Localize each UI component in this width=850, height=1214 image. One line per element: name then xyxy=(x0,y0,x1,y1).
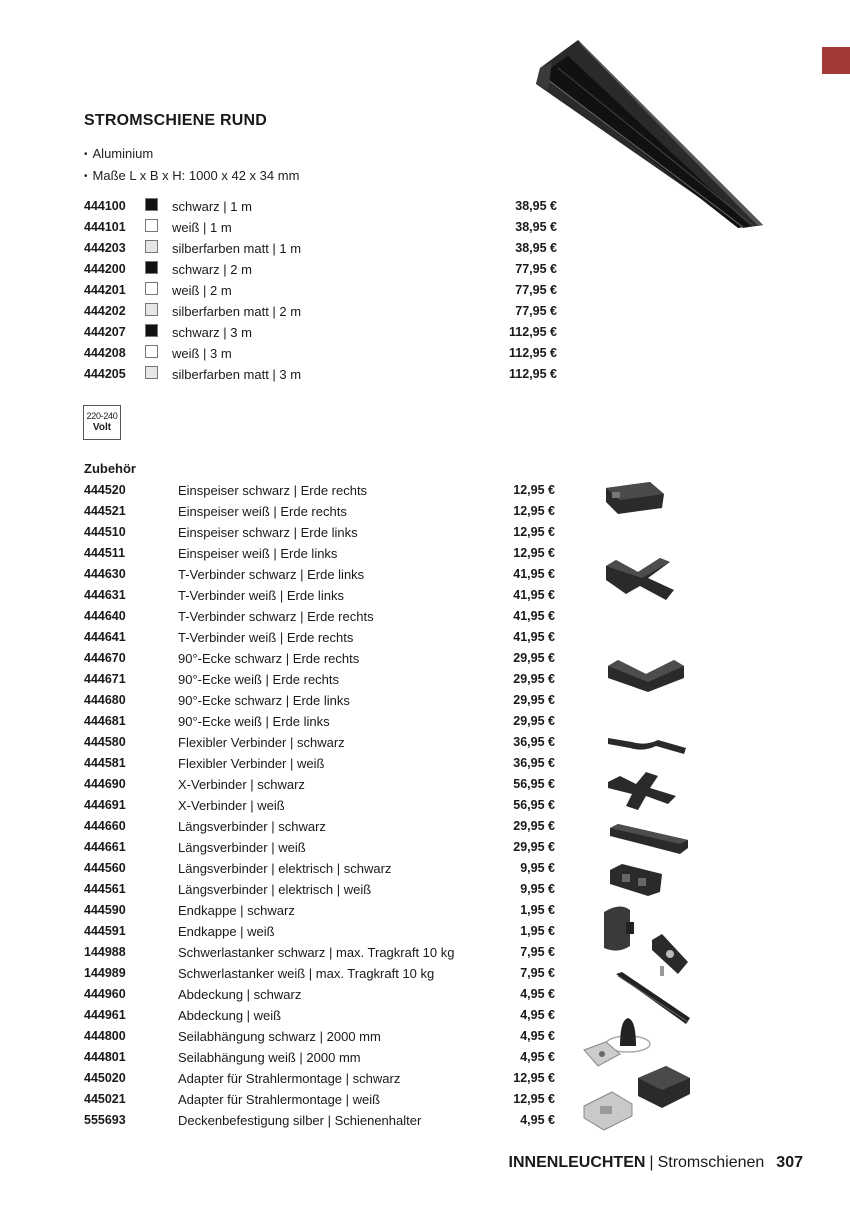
article-description: X-Verbinder | weiß xyxy=(178,798,285,813)
table-row xyxy=(84,543,559,564)
table-row xyxy=(84,238,559,259)
article-number: 445021 xyxy=(84,1092,126,1106)
article-description: Längsverbinder | weiß xyxy=(178,840,306,855)
corner-connector-image xyxy=(606,656,688,696)
article-number: 444800 xyxy=(84,1029,126,1043)
article-price: 4,95 € xyxy=(520,1050,555,1064)
article-description: silberfarben matt | 3 m xyxy=(172,367,302,382)
article-price: 29,95 € xyxy=(513,672,555,686)
article-price: 77,95 € xyxy=(515,283,557,297)
article-number: 444100 xyxy=(84,199,126,213)
article-number: 444671 xyxy=(84,672,126,686)
article-number: 444801 xyxy=(84,1050,126,1064)
article-description: Einspeiser schwarz | Erde rechts xyxy=(178,483,368,498)
article-description: Einspeiser schwarz | Erde links xyxy=(178,525,358,540)
ceiling-mount-image xyxy=(582,1090,634,1132)
table-row xyxy=(84,301,559,322)
rail-table xyxy=(84,196,559,385)
table-row xyxy=(84,879,559,900)
article-number: 444631 xyxy=(84,588,126,602)
article-description: weiß | 1 m xyxy=(172,220,232,235)
article-description: T-Verbinder weiß | Erde rechts xyxy=(178,630,354,645)
spec-list xyxy=(84,144,299,188)
article-description: Schwerlastanker schwarz | max. Tragkraft 10 kg xyxy=(178,945,455,960)
article-number: 444520 xyxy=(84,483,126,497)
section-title: STROMSCHIENE RUND xyxy=(84,112,267,129)
article-price: 41,95 € xyxy=(513,588,555,602)
spec-item: • Aluminium xyxy=(84,144,299,166)
article-description: schwarz | 3 m xyxy=(172,325,252,340)
table-row xyxy=(84,564,559,585)
footer-subsection: Stromschienen xyxy=(657,1154,765,1171)
flexible-connector-image xyxy=(606,732,688,758)
article-number: 444960 xyxy=(84,987,126,1001)
electrical-connector-image xyxy=(608,862,664,898)
table-row xyxy=(84,343,559,364)
article-price: 38,95 € xyxy=(515,220,557,234)
article-number: 555693 xyxy=(84,1113,126,1127)
article-description: weiß | 2 m xyxy=(172,283,232,298)
article-number: 444201 xyxy=(84,283,126,297)
article-number: 444521 xyxy=(84,504,126,518)
article-number: 444581 xyxy=(84,756,126,770)
table-row xyxy=(84,648,559,669)
article-price: 12,95 € xyxy=(513,1092,555,1106)
voltage-badge xyxy=(83,405,121,440)
accessories-table xyxy=(84,480,559,1131)
table-row xyxy=(84,280,559,301)
table-row xyxy=(84,963,559,984)
article-price: 4,95 € xyxy=(520,1113,555,1127)
article-description: 90°-Ecke weiß | Erde rechts xyxy=(178,672,340,687)
feeder-image xyxy=(602,478,668,518)
article-description: X-Verbinder | schwarz xyxy=(178,777,305,792)
table-row xyxy=(84,753,559,774)
article-price: 56,95 € xyxy=(513,798,555,812)
article-price: 36,95 € xyxy=(513,735,555,749)
article-description: 90°-Ecke schwarz | Erde links xyxy=(178,693,350,708)
article-description: Endkappe | weiß xyxy=(178,924,275,939)
color-swatch-black xyxy=(145,324,158,337)
page-number: 307 xyxy=(776,1154,803,1171)
article-number: 444101 xyxy=(84,220,126,234)
table-row xyxy=(84,1068,559,1089)
article-description: Seilabhängung schwarz | 2000 mm xyxy=(178,1029,381,1044)
article-number: 444691 xyxy=(84,798,126,812)
article-price: 12,95 € xyxy=(513,546,555,560)
article-price: 29,95 € xyxy=(513,651,555,665)
table-row xyxy=(84,816,559,837)
table-row xyxy=(84,837,559,858)
x-connector-image xyxy=(606,768,680,812)
article-price: 36,95 € xyxy=(513,756,555,770)
footer-section: INNENLEUCHTEN xyxy=(508,1154,646,1171)
article-description: weiß | 3 m xyxy=(172,346,232,361)
article-price: 7,95 € xyxy=(520,966,555,980)
table-row xyxy=(84,690,559,711)
article-price: 1,95 € xyxy=(520,903,555,917)
article-number: 444200 xyxy=(84,262,126,276)
voltage-range: 220-240 xyxy=(86,411,118,421)
article-price: 4,95 € xyxy=(520,1008,555,1022)
article-description: Adapter für Strahlermontage | schwarz xyxy=(178,1071,401,1086)
color-swatch-silver xyxy=(145,366,158,379)
suspension-bracket-image xyxy=(582,1040,622,1070)
table-row xyxy=(84,984,559,1005)
article-price: 12,95 € xyxy=(513,483,555,497)
article-number: 444561 xyxy=(84,882,126,896)
article-price: 112,95 € xyxy=(509,325,557,339)
article-price: 77,95 € xyxy=(515,304,557,318)
article-number: 444590 xyxy=(84,903,126,917)
article-price: 41,95 € xyxy=(513,609,555,623)
article-description: silberfarben matt | 2 m xyxy=(172,304,302,319)
table-row xyxy=(84,585,559,606)
table-row xyxy=(84,1005,559,1026)
article-number: 444690 xyxy=(84,777,126,791)
chapter-tab xyxy=(822,47,850,74)
article-number: 444961 xyxy=(84,1008,126,1022)
article-description: Einspeiser weiß | Erde rechts xyxy=(178,504,347,519)
table-row xyxy=(84,900,559,921)
table-row xyxy=(84,480,559,501)
table-row xyxy=(84,259,559,280)
article-price: 112,95 € xyxy=(509,346,557,360)
article-description: Flexibler Verbinder | weiß xyxy=(178,756,325,771)
article-price: 29,95 € xyxy=(513,714,555,728)
article-description: Einspeiser weiß | Erde links xyxy=(178,546,338,561)
article-description: Seilabhängung weiß | 2000 mm xyxy=(178,1050,361,1065)
article-description: Adapter für Strahlermontage | weiß xyxy=(178,1092,381,1107)
article-price: 1,95 € xyxy=(520,924,555,938)
article-price: 56,95 € xyxy=(513,777,555,791)
footer-separator: | xyxy=(649,1154,654,1171)
table-row xyxy=(84,669,559,690)
end-cap-image xyxy=(600,902,636,954)
color-swatch-white xyxy=(145,282,158,295)
article-description: schwarz | 1 m xyxy=(172,199,252,214)
article-description: schwarz | 2 m xyxy=(172,262,252,277)
article-price: 4,95 € xyxy=(520,987,555,1001)
table-row xyxy=(84,522,559,543)
article-number: 444660 xyxy=(84,819,126,833)
article-number: 445020 xyxy=(84,1071,126,1085)
table-row xyxy=(84,1110,559,1131)
color-swatch-black xyxy=(145,261,158,274)
article-price: 38,95 € xyxy=(515,199,557,213)
article-description: Längsverbinder | schwarz xyxy=(178,819,326,834)
voltage-unit: Volt xyxy=(92,422,112,433)
article-number: 444640 xyxy=(84,609,126,623)
article-description: silberfarben matt | 1 m xyxy=(172,241,302,256)
article-price: 38,95 € xyxy=(515,241,557,255)
table-row xyxy=(84,196,559,217)
article-number: 444661 xyxy=(84,840,126,854)
table-row xyxy=(84,217,559,238)
article-description: Längsverbinder | elektrisch | schwarz xyxy=(178,861,392,876)
article-description: T-Verbinder schwarz | Erde links xyxy=(178,567,365,582)
table-row xyxy=(84,322,559,343)
article-description: T-Verbinder weiß | Erde links xyxy=(178,588,344,603)
table-row xyxy=(84,942,559,963)
article-price: 29,95 € xyxy=(513,693,555,707)
table-row xyxy=(84,606,559,627)
article-number: 444205 xyxy=(84,367,126,381)
article-price: 9,95 € xyxy=(520,861,555,875)
article-number: 444591 xyxy=(84,924,126,938)
table-row xyxy=(84,1089,559,1110)
article-price: 12,95 € xyxy=(513,1071,555,1085)
article-description: Flexibler Verbinder | schwarz xyxy=(178,735,345,750)
table-row xyxy=(84,711,559,732)
straight-connector-image xyxy=(608,822,690,856)
t-connector-image xyxy=(604,552,688,608)
article-price: 7,95 € xyxy=(520,945,555,959)
article-number: 444510 xyxy=(84,525,126,539)
article-number: 444207 xyxy=(84,325,126,339)
table-row xyxy=(84,1026,559,1047)
table-row xyxy=(84,732,559,753)
table-row xyxy=(84,627,559,648)
article-price: 29,95 € xyxy=(513,819,555,833)
article-price: 4,95 € xyxy=(520,1029,555,1043)
color-swatch-white xyxy=(145,219,158,232)
spotlight-adapter-image xyxy=(636,1064,692,1110)
spec-item: • Maße L x B x H: 1000 x 42 x 34 mm xyxy=(84,166,299,188)
article-number: 444641 xyxy=(84,630,126,644)
color-swatch-white xyxy=(145,345,158,358)
article-number: 444580 xyxy=(84,735,126,749)
article-description: Längsverbinder | elektrisch | weiß xyxy=(178,882,372,897)
article-number: 444203 xyxy=(84,241,126,255)
article-number: 444681 xyxy=(84,714,126,728)
article-number: 444511 xyxy=(84,546,126,560)
article-description: Schwerlastanker weiß | max. Tragkraft 10 kg xyxy=(178,966,435,981)
article-price: 112,95 € xyxy=(509,367,557,381)
accessories-heading: Zubehör xyxy=(84,461,136,476)
table-row xyxy=(84,774,559,795)
table-row xyxy=(84,364,559,385)
article-number: 144989 xyxy=(84,966,126,980)
article-price: 41,95 € xyxy=(513,630,555,644)
page-footer xyxy=(509,1154,803,1172)
article-number: 444630 xyxy=(84,567,126,581)
article-description: 90°-Ecke schwarz | Erde rechts xyxy=(178,651,360,666)
article-description: Deckenbefestigung silber | Schienenhalter xyxy=(178,1113,422,1128)
article-number: 444202 xyxy=(84,304,126,318)
article-description: Abdeckung | schwarz xyxy=(178,987,302,1002)
table-row xyxy=(84,795,559,816)
color-swatch-silver xyxy=(145,240,158,253)
article-description: 90°-Ecke weiß | Erde links xyxy=(178,714,330,729)
table-row xyxy=(84,921,559,942)
article-description: T-Verbinder schwarz | Erde rechts xyxy=(178,609,374,624)
article-price: 41,95 € xyxy=(513,567,555,581)
article-price: 9,95 € xyxy=(520,882,555,896)
article-number: 444670 xyxy=(84,651,126,665)
table-row xyxy=(84,858,559,879)
article-price: 12,95 € xyxy=(513,504,555,518)
article-description: Abdeckung | weiß xyxy=(178,1008,282,1023)
color-swatch-black xyxy=(145,198,158,211)
article-price: 77,95 € xyxy=(515,262,557,276)
table-row xyxy=(84,1047,559,1068)
article-number: 444208 xyxy=(84,346,126,360)
article-description: Endkappe | schwarz xyxy=(178,903,295,918)
color-swatch-silver xyxy=(145,303,158,316)
article-price: 29,95 € xyxy=(513,840,555,854)
article-number: 144988 xyxy=(84,945,126,959)
article-number: 444680 xyxy=(84,693,126,707)
table-row xyxy=(84,501,559,522)
article-price: 12,95 € xyxy=(513,525,555,539)
article-number: 444560 xyxy=(84,861,126,875)
